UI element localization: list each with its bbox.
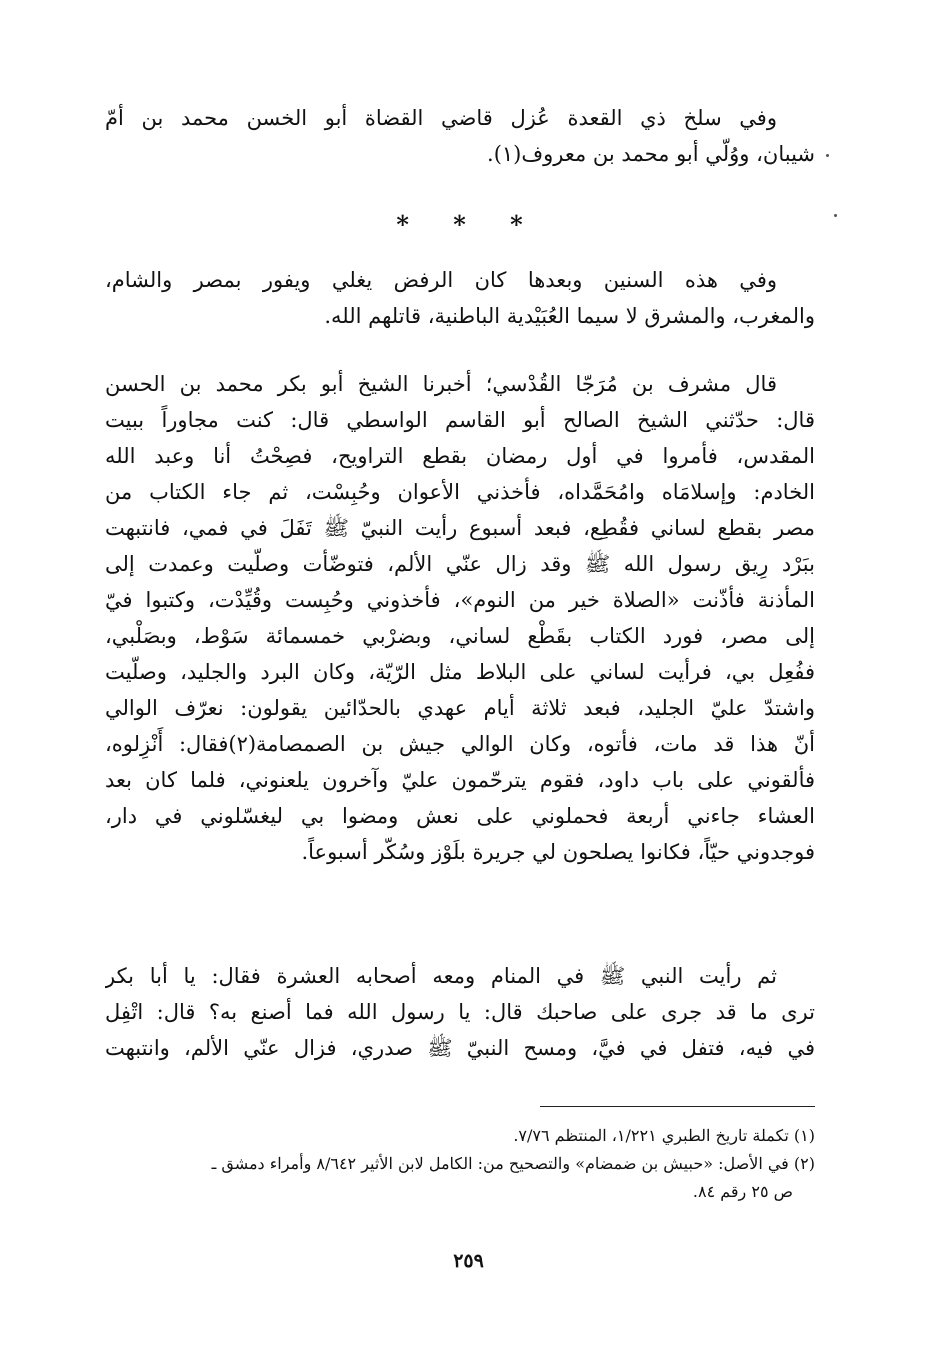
text-line: المقدس، فأمروا في أول رمضان بقطع التراويح، فصِحْتُ أنا وعبد الله: [105, 444, 815, 468]
text-line: الخادم: وإسلامَاه وامُحَمَّداه، فأخذني الأعوان وحُبِسْت، ثم جاء الكتاب من: [105, 480, 815, 504]
text-line: ترى ما قد جرى على صاحبك قال: يا رسول الله فما أصنع به؟ قال: اتْفِل: [105, 1000, 815, 1024]
paragraph-3: [105, 366, 815, 870]
text-line: ففُعِل بي، فرأيت لساني على البلاط مثل الرّيّة، وكان البرد والجليد، وصلّيت: [105, 660, 815, 684]
scan-speck: [834, 214, 837, 217]
text-line: ثم رأيت النبي ﷺ في المنام ومعه أصحابه العشرة فقال: يا أبا بكر: [105, 964, 777, 988]
paragraph-2: [105, 262, 815, 334]
text-line: أنّ هذا قد مات، فأتوه، وكان الوالي جيش بن الصمصامة(٢)فقال: أَنْزِلوه،: [105, 732, 815, 756]
footnote-2: (٢) في الأصل: «حبيش بن ضمضام» والتصحيح من: الكامل لابن الأثير ٨/٦٤٢ وأمراء دمشق ـ: [211, 1154, 815, 1173]
text-line: شيبان، ووُلّي أبو محمد بن معروف(١).: [487, 142, 815, 166]
paragraph-1: [105, 100, 815, 172]
footnotes: [105, 1122, 815, 1206]
text-line: فوجدوني حيّاً، فكانوا يصلحون لي جريرة بلَوْز وسُكّر أسبوعاً.: [301, 840, 815, 864]
section-separator: * * *: [396, 210, 541, 239]
scan-speck: [826, 154, 829, 157]
text-line: واشتدّ عليّ الجليد، فبعد ثلاثة أيام عهدي بالحدّائين يقولون: نعرّف الوالي: [105, 696, 815, 720]
text-line: في فيه، فتفل في فيَّ، ومسح النبيّ ﷺ صدري، فزال عنّي الألم، وانتبهت: [105, 1036, 815, 1060]
text-line: العشاء جاءني أربعة فحملوني على نعش ومضوا بي ليغسّلوني في دار،: [105, 804, 815, 828]
text-line: وفي هذه السنين وبعدها كان الرفض يغلي ويفور بمصر والشام،: [105, 268, 777, 292]
text-line: قال: حدّثني الشيخ الصالح أبو القاسم الواسطي قال: كنت مجاوراً ببيت: [105, 408, 815, 432]
text-line: مصر بقطع لساني فقُطِع، فبعد أسبوع رأيت النبيّ ﷺ تَفَلَ في فمي، فانتبهت: [105, 516, 815, 540]
text-line: المأذنة فأذّنت «الصلاة خير من النوم»، فأخذوني وحُبِست وقُيِّدْت، وكتبوا فيّ: [105, 588, 815, 612]
paragraph-4: [105, 958, 815, 1066]
footnote-divider: [540, 1106, 815, 1107]
text-line: والمغرب، والمشرق لا سيما العُبَيْدية الباطنية، قاتلهم الله.: [324, 304, 815, 328]
text-line: ببَرْد رِيق رسول الله ﷺ وقد زال عنّي الألم، فتوضّأت وصلّيت وعمدت إلى: [105, 552, 815, 576]
footnote-2-continuation: ص ٢٥ رقم ٨٤.: [692, 1182, 793, 1201]
page-number: ٢٥٩: [453, 1250, 484, 1272]
footnote-1: (١) تكملة تاريخ الطبري ١/٢٢١، المنتظم ٧/٧٦.: [513, 1126, 815, 1145]
text-line: إلى مصر، فورد الكتاب بقَطْع لساني، وبضرْبي خمسمائة سَوْط، وبصَلْبي،: [105, 624, 815, 648]
text-line: قال مشرف بن مُرَجّا القُدْسي؛ أخبرنا الشيخ أبو بكر محمد بن الحسن: [105, 372, 777, 396]
text-line: فألقوني على باب داود، فقوم يترحّمون عليّ وآخرون يلعنوني، فلما كان بعد: [105, 768, 815, 792]
text-line: وفي سلخ ذي القعدة عُزل قاضي القضاة أبو الخسن محمد بن أمّ: [105, 106, 777, 130]
